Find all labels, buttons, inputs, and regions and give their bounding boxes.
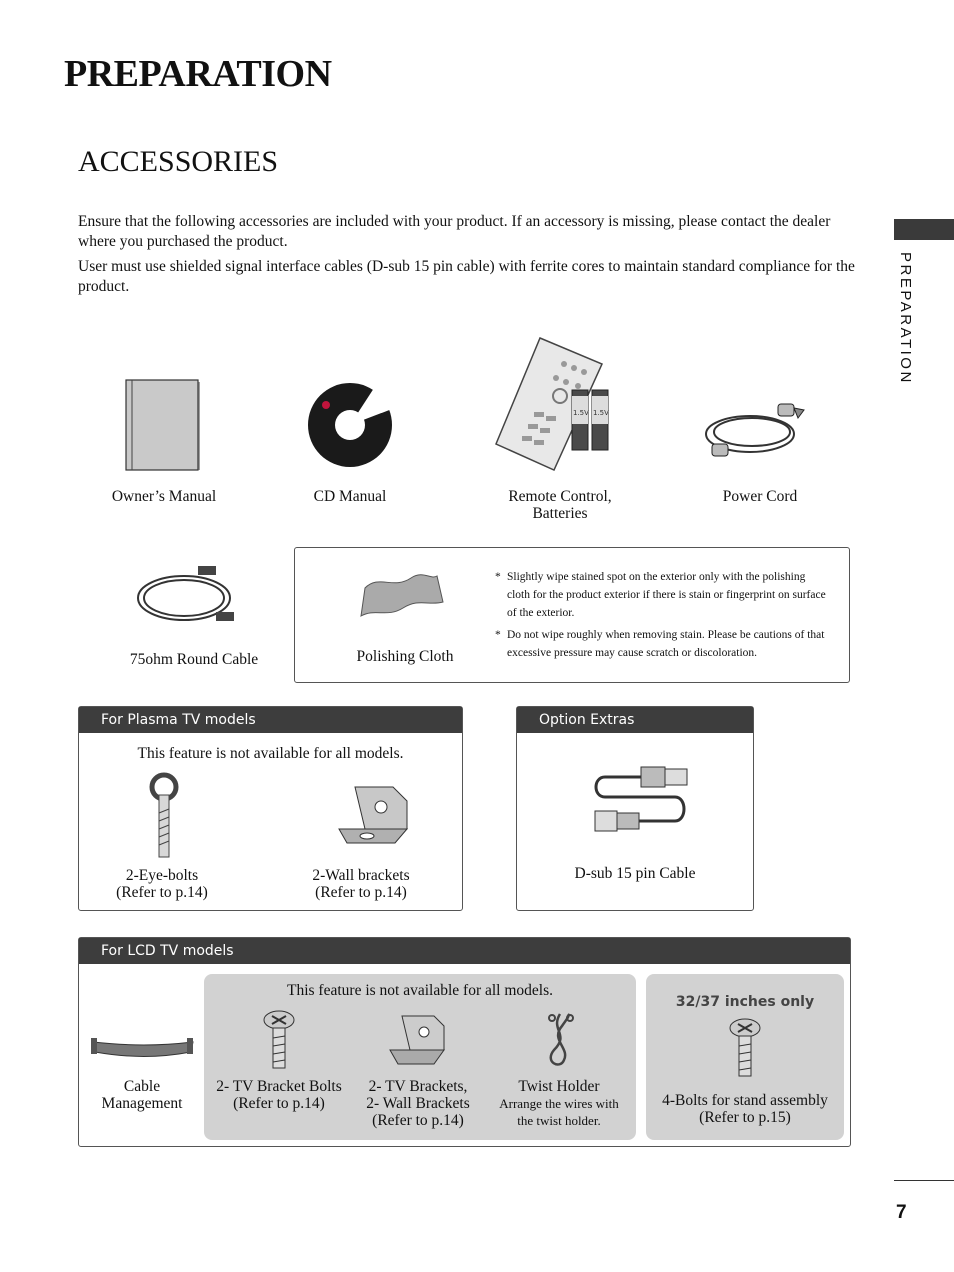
lcd-optional-panel [204,974,636,1140]
bracket-bolt-icon [262,1010,296,1072]
tv-bracket-icon [388,1012,448,1068]
power-cord-icon [700,400,810,462]
intro-paragraph-2: User must use shielded signal interface cables (D-sub 15 pin cable) with ferrite cores to maintain standard compliance for the product. [78,258,855,295]
stand-bolt-icon [728,1018,762,1080]
page-number: 7 [896,1202,907,1223]
option-header: Option Extras [517,707,753,733]
size-only-label: 32/37 inches only [675,994,815,1010]
round-cable-icon [134,562,242,630]
stand-bolts-label: 4-Bolts for stand assembly (Refer to p.15) [662,1092,828,1126]
brackets-label: 2- TV Brackets, 2- Wall Brackets (Refer to p.14) [366,1078,470,1129]
page-title: PREPARATION [64,53,332,95]
lcd-notice: This feature is not available for all models. [287,982,553,999]
wall-bracket-icon [335,781,411,847]
page-number-rule [894,1180,954,1181]
side-tab-bar [894,219,954,240]
section-title: ACCESSORIES [78,145,279,178]
remote-label: Remote Control, Batteries [508,488,612,522]
polishing-cloth-icon [357,568,447,620]
cd-icon [306,381,394,469]
twist-holder-icon [540,1010,580,1074]
option-box [516,706,754,911]
eye-bolt-icon [145,771,183,859]
wall-brackets-label: 2-Wall brackets (Refer to p.14) [312,867,410,901]
cd-manual-label: CD Manual [313,488,387,505]
care-note-1: * Slightly wipe stained spot on the exterior only with the polishing cloth for the product exterior if there is stain or fingerprint on surface of the exterior. [495,571,826,619]
dsub-label: D-sub 15 pin Cable [574,865,696,882]
battery-label: 1.5V [573,409,589,417]
round-cable-label: 75ohm Round Cable [129,651,259,668]
polishing-cloth-box [294,547,850,683]
plasma-notice: This feature is not available for all models. [137,745,404,762]
eye-bolts-label: 2-Eye-bolts (Refer to p.14) [116,867,208,901]
battery-label: 1.5V [593,409,609,417]
plasma-header: For Plasma TV models [79,707,462,733]
polishing-cloth-label: Polishing Cloth [356,648,454,665]
power-cord-label: Power Cord [722,488,798,505]
owners-manual-label: Owner’s Manual [111,488,217,505]
side-tab-label: PREPARATION [897,252,914,385]
care-note-2: * Do not wipe roughly when removing stain. Please be cautions of that excessive pressure may cause scratch or discoloration. [495,629,825,659]
intro-paragraph-1: Ensure that the following accessories are included with your product. If an accessory is missing, please contact the dealer where you purchased the product. [78,213,831,250]
twist-holder-label: Twist Holder Arrange the wires with the twist holder. [499,1078,619,1128]
cable-management-icon [89,1034,197,1064]
remote-control-icon [494,334,614,474]
bracket-bolts-label: 2- TV Bracket Bolts (Refer to p.14) [216,1078,342,1112]
size-specific-panel [646,974,844,1140]
lcd-header: For LCD TV models [79,938,850,964]
dsub-cable-icon [591,761,693,841]
owners-manual-icon [124,378,204,474]
plasma-box [78,706,463,911]
lcd-box [78,937,851,1147]
cable-management-label: Cable Management [101,1078,183,1112]
